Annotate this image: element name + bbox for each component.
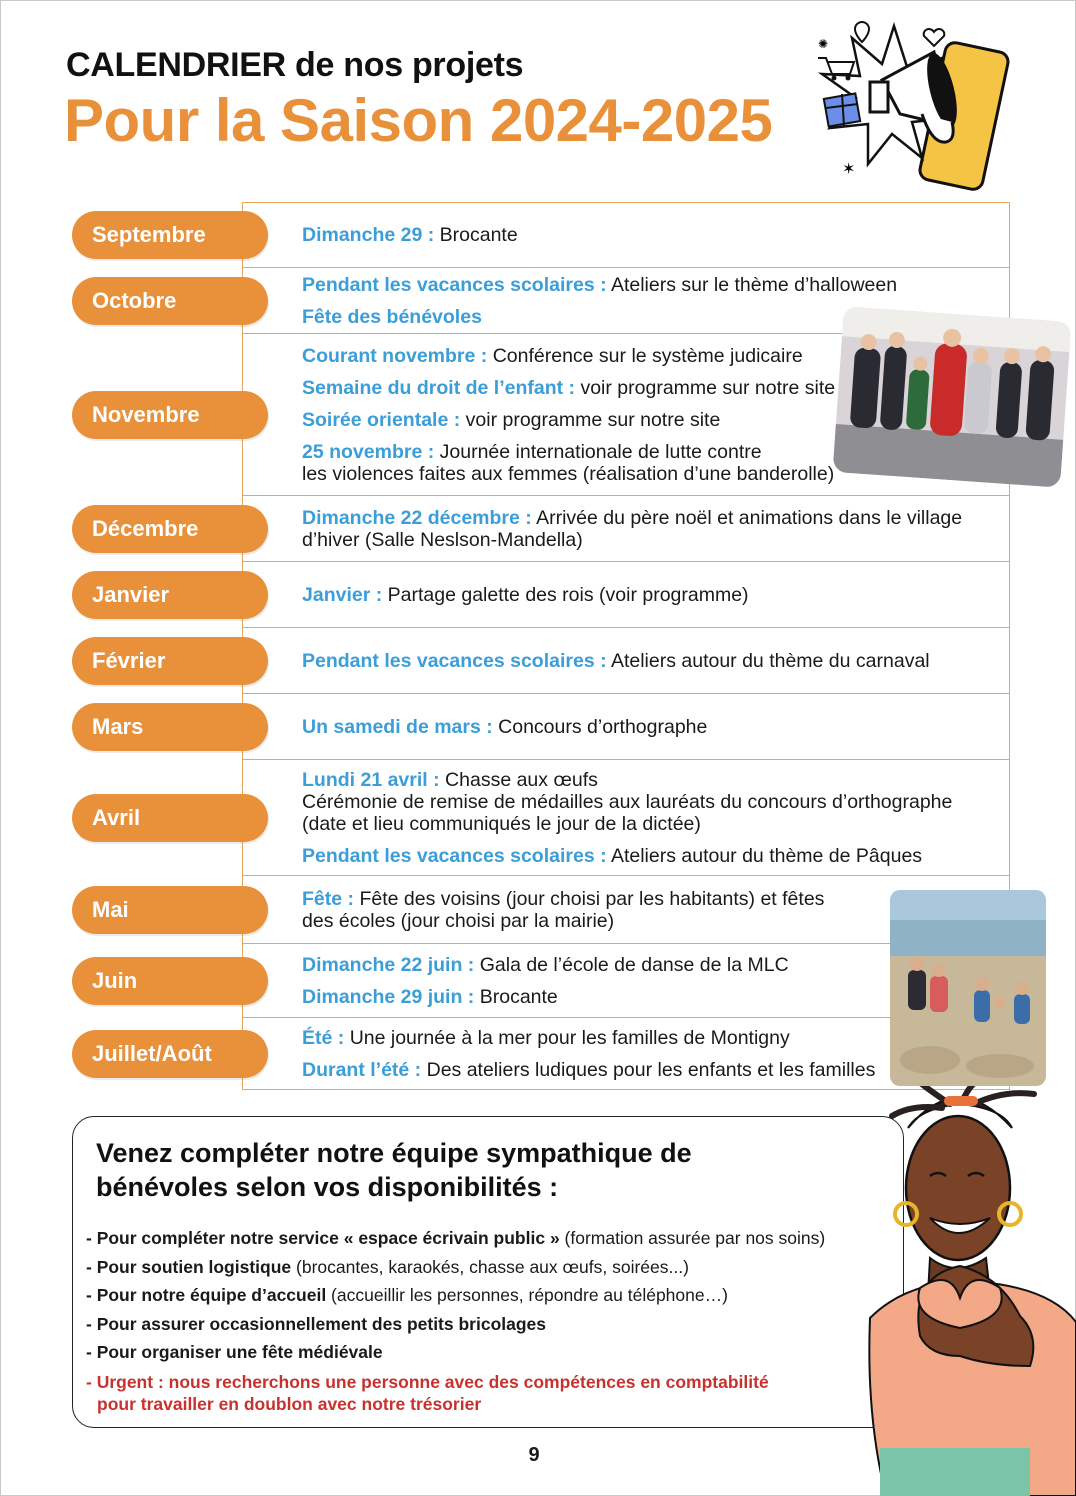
event-label: Dimanche 29 juin : xyxy=(302,986,475,1008)
month-pill: Septembre xyxy=(72,211,268,259)
event-entry xyxy=(302,224,518,246)
event-label: Durant l’été : xyxy=(302,1059,422,1081)
event-entry xyxy=(302,769,952,835)
page-number: 9 xyxy=(528,1444,540,1466)
event-entry xyxy=(302,888,824,932)
calendar-row xyxy=(72,760,1010,876)
event-text: Arrivée du père noël et animations dans le village xyxy=(536,507,963,529)
volunteer-item-title: - Pour compléter notre service « espace écrivain public » xyxy=(86,1228,560,1248)
calendar-row xyxy=(72,876,1010,944)
calendar-row xyxy=(72,496,1010,562)
svg-text:✺: ✺ xyxy=(818,37,829,51)
volunteer-item xyxy=(86,1338,886,1367)
event-entry xyxy=(302,716,707,738)
event-label: Un samedi de mars : xyxy=(302,716,493,738)
urgent-line: pour travailler en doublon avec notre trésorier xyxy=(97,1393,482,1414)
event-text: Partage galette des rois (voir programme) xyxy=(387,584,749,606)
woman-heart-hands-illustration xyxy=(850,1068,1076,1496)
event-text: les violences faites aux femmes (réalisation d’une banderolle) xyxy=(302,463,835,485)
shopping-cart-icon xyxy=(818,58,854,81)
gift-icon xyxy=(824,93,860,126)
event-label: Été : xyxy=(302,1027,345,1049)
month-pill: Mai xyxy=(72,886,268,934)
urgent-notice xyxy=(86,1371,886,1415)
event-entry xyxy=(302,274,897,296)
event-entry xyxy=(302,1059,875,1081)
event-text: voir programme sur notre site xyxy=(580,377,836,399)
event-text: Gala de l’école de danse de la MLC xyxy=(479,954,789,976)
month-events xyxy=(302,576,749,614)
urgent-line: - Urgent : nous recherchons une personne avec des compétences en comptabilité xyxy=(86,1371,769,1392)
month-pill: Février xyxy=(72,637,268,685)
event-text: Ateliers autour du thème du carnaval xyxy=(610,650,930,672)
month-events xyxy=(302,266,897,336)
event-text: Concours d’orthographe xyxy=(498,716,708,738)
event-label: Dimanche 22 juin : xyxy=(302,954,475,976)
month-pill: Octobre xyxy=(72,277,268,325)
calendar-row xyxy=(72,202,1010,268)
event-label: Pendant les vacances scolaires : xyxy=(302,274,607,296)
volunteer-item-detail: (accueillir les personnes, répondre au téléphone…) xyxy=(326,1285,728,1305)
calendar-row xyxy=(72,944,1010,1018)
month-events xyxy=(302,880,824,940)
event-text: Ateliers autour du thème de Pâques xyxy=(610,845,923,867)
event-text: Ateliers sur le thème d’halloween xyxy=(610,274,898,296)
calendar-row xyxy=(72,694,1010,760)
month-events xyxy=(302,216,518,254)
event-text: Journée internationale de lutte contre xyxy=(439,441,762,463)
volunteer-item xyxy=(86,1310,886,1339)
event-text: Conférence sur le système judicaire xyxy=(492,345,803,367)
event-entry xyxy=(302,441,835,485)
page-title: CALENDRIER de nos projets xyxy=(66,46,524,84)
event-label: Soirée orientale : xyxy=(302,409,461,431)
event-text: Cérémonie de remise de médailles aux lauréats du concours d’orthographe xyxy=(302,791,953,813)
calendar-row xyxy=(72,1018,1010,1090)
month-events xyxy=(302,761,952,875)
beach-photo xyxy=(890,890,1046,1086)
event-text: d’hiver (Salle Neslson-Mandella) xyxy=(302,529,583,551)
location-pin-icon xyxy=(855,22,869,42)
event-label: Fête : xyxy=(302,888,355,910)
event-text: Fête des voisins (jour choisi par les habitants) et fêtes xyxy=(359,888,825,910)
month-pill: Janvier xyxy=(72,571,268,619)
volunteer-item xyxy=(86,1224,886,1253)
volunteer-title: Venez compléter notre équipe sympathique de bénévoles selon vos disponibilités : xyxy=(96,1138,692,1202)
group-photo xyxy=(832,306,1071,488)
event-text: Des ateliers ludiques pour les enfants et les familles xyxy=(426,1059,876,1081)
event-label: Janvier : xyxy=(302,584,383,606)
event-label: Lundi 21 avril : xyxy=(302,769,440,791)
heart-icon xyxy=(924,29,945,46)
season-title: Pour la Saison 2024-2025 xyxy=(64,87,773,154)
volunteer-item xyxy=(86,1281,886,1310)
calendar-row xyxy=(72,562,1010,628)
volunteer-item-detail: (formation assurée par nos soins) xyxy=(559,1228,826,1248)
event-entry xyxy=(302,409,835,431)
event-entry xyxy=(302,845,952,867)
month-pill: Avril xyxy=(72,794,268,842)
month-pill: Mars xyxy=(72,703,268,751)
event-label: Fête des bénévoles xyxy=(302,306,482,328)
month-pill: Juillet/Août xyxy=(72,1030,268,1078)
month-events xyxy=(302,1019,875,1089)
event-entry xyxy=(302,345,835,367)
event-entry xyxy=(302,986,789,1008)
event-text: Une journée à la mer pour les familles de Montigny xyxy=(349,1027,790,1049)
event-text: (date et lieu communiqués le jour de la dictée) xyxy=(302,813,701,835)
event-entry xyxy=(302,306,897,328)
event-label: Semaine du droit de l’enfant : xyxy=(302,377,576,399)
volunteer-item-title: - Pour organiser une fête médiévale xyxy=(86,1342,383,1362)
event-entry xyxy=(302,1027,875,1049)
volunteer-item-title: - Pour notre équipe d’accueil xyxy=(86,1285,327,1305)
event-entry xyxy=(302,650,930,672)
event-entry xyxy=(302,377,835,399)
month-pill: Décembre xyxy=(72,505,268,553)
event-entry xyxy=(302,507,962,551)
event-label: Dimanche 29 : xyxy=(302,224,435,246)
volunteer-item-title: - Pour assurer occasionnellement des petits bricolages xyxy=(86,1313,547,1334)
event-label: Dimanche 22 décembre : xyxy=(302,507,532,529)
event-label: Pendant les vacances scolaires : xyxy=(302,845,607,867)
volunteer-item xyxy=(86,1253,886,1282)
megaphone-illustration xyxy=(812,18,1022,194)
event-text: des écoles (jour choisi par la mairie) xyxy=(302,910,615,932)
month-events xyxy=(302,708,707,746)
volunteer-item-detail: (brocantes, karaokés, chasse aux œufs, soirées...) xyxy=(291,1256,689,1277)
month-pill: Novembre xyxy=(72,391,268,439)
event-label: Courant novembre : xyxy=(302,345,488,367)
event-text: voir programme sur notre site xyxy=(465,409,721,431)
event-text: Brocante xyxy=(439,224,518,246)
month-events xyxy=(302,946,789,1016)
event-entry xyxy=(302,584,749,606)
sparkle-icon: ✶ xyxy=(842,159,856,178)
event-text: Brocante xyxy=(479,986,558,1008)
month-events xyxy=(302,337,835,493)
month-events xyxy=(302,499,962,559)
event-entry xyxy=(302,954,789,976)
event-text: Chasse aux œufs xyxy=(445,769,598,791)
month-events xyxy=(302,642,930,680)
event-label: Pendant les vacances scolaires : xyxy=(302,650,607,672)
calendar-row xyxy=(72,628,1010,694)
month-pill: Juin xyxy=(72,957,268,1005)
volunteer-list xyxy=(86,1224,886,1415)
volunteer-item-title: - Pour soutien logistique xyxy=(86,1256,292,1277)
event-label: 25 novembre : xyxy=(302,441,435,463)
